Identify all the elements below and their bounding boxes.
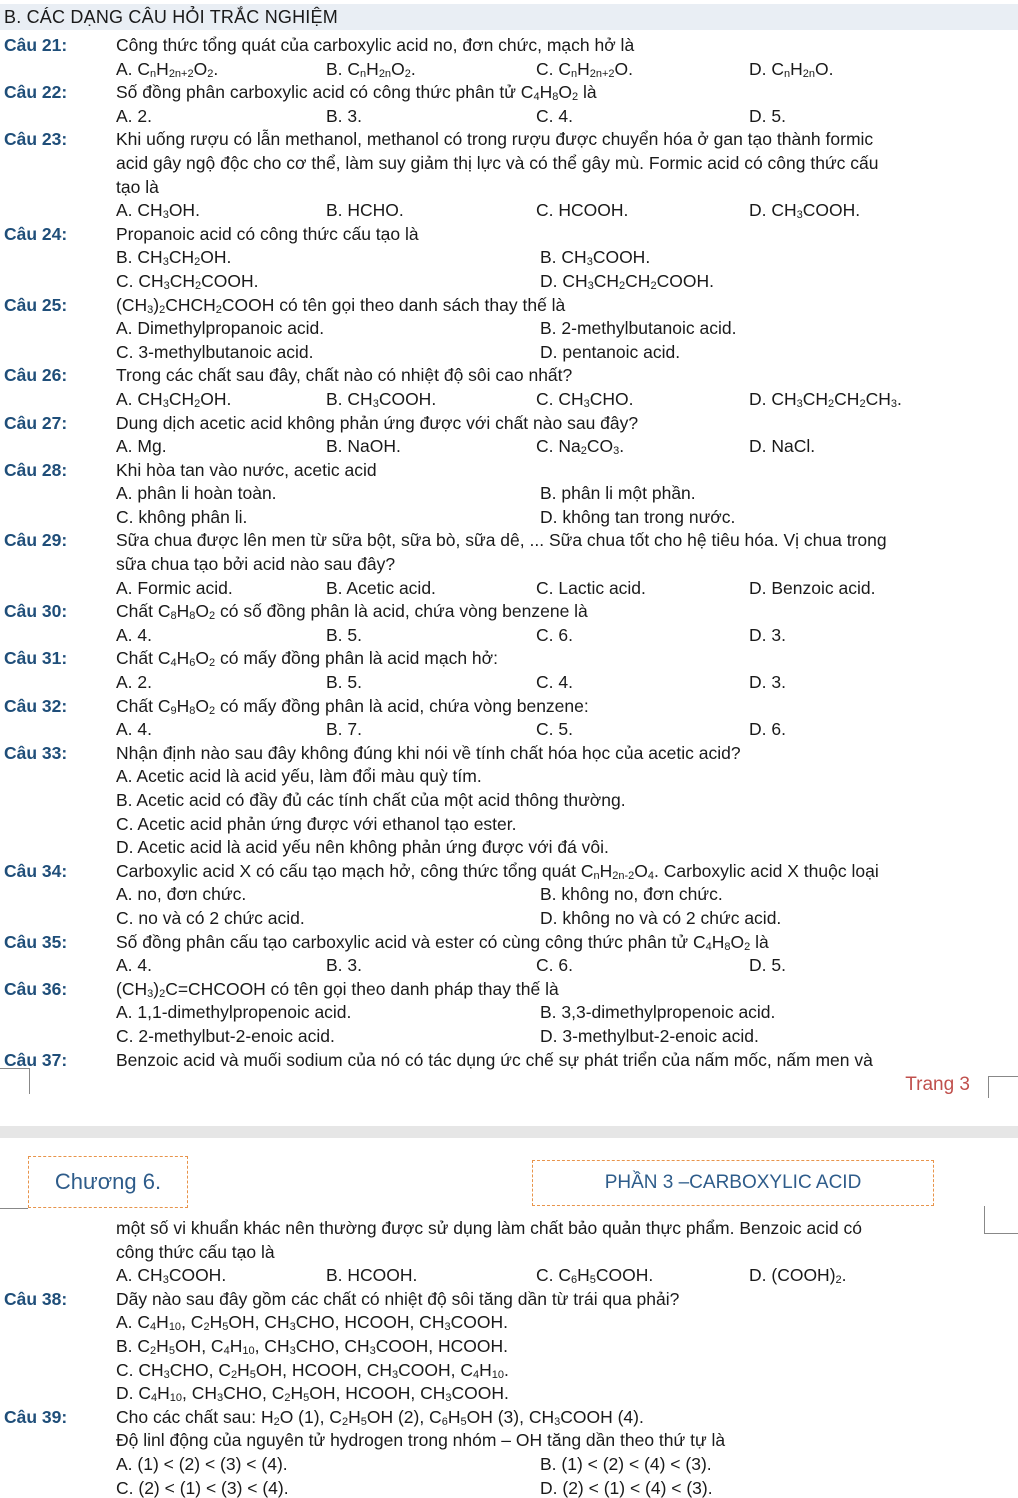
option-b: B. $C_nH_{2n}O_2$. <box>326 58 416 80</box>
option-d: D. $CH_3COOH$. <box>749 200 861 222</box>
option-a: A. $C_nH_{2n+2}O_2$. <box>116 58 219 80</box>
option-a: A. no, đơn chức. <box>116 884 247 905</box>
option-a: B. $CH_3CH_2OH$. <box>116 247 232 269</box>
question-30 <box>0 600 1018 647</box>
question-number: Câu 36: <box>4 978 68 999</box>
option-c: C. no và có 2 chức acid. <box>116 907 305 928</box>
option-d: D. Benzoic acid. <box>749 577 876 598</box>
option-b: B. Acetic acid. <box>326 577 436 598</box>
option-a: A. Dimethylpropanoic acid. <box>116 318 325 339</box>
option-c: C. 3-methylbutanoic acid. <box>116 341 314 362</box>
question-text: Chất $C_4H_6O_2$ có mấy đồng phân là acid mạch hở: <box>116 648 498 670</box>
question-22 <box>0 81 1018 128</box>
option-b: B. HCOOH. <box>326 1265 418 1286</box>
option-b: B. 7. <box>326 719 362 740</box>
footer-bracket-left <box>0 1068 30 1094</box>
question-number: Câu 25: <box>4 294 68 315</box>
question-text: $(CH_3)_2C=CHCOOH$ có tên gọi theo danh pháp thay thế là <box>116 978 559 1000</box>
option-d: D. 5. <box>749 955 786 976</box>
question-text: Nhận định nào sau đây không đúng khi nói về tính chất hóa học của acetic acid? <box>116 742 741 763</box>
option-c: C. 5. <box>536 719 573 740</box>
option-b: B. 2-methylbutanoic acid. <box>540 318 737 339</box>
option-c: C. $C_nH_{2n+2}O$. <box>536 58 634 80</box>
option-b: B. phân li một phần. <box>540 483 696 504</box>
option-d: D. $C_nH_{2n}O$. <box>749 58 834 80</box>
question-32 <box>0 695 1018 742</box>
question-number: Câu 34: <box>4 860 68 881</box>
question-text: Propanoic acid có công thức cấu tạo là <box>116 223 419 244</box>
section-title: B. CÁC DẠNG CÂU HỎI TRẮC NGHIỆM <box>4 7 338 27</box>
question-33 <box>0 742 1018 860</box>
option-b: B. 5. <box>326 672 362 693</box>
question-text-continued: acid gây ngộ độc cho cơ thể, làm suy giảm thị lực và có thể gây mù. Formic acid có công thức cấu <box>116 152 879 173</box>
question-24 <box>0 223 1018 294</box>
question-text-continued: tạo là <box>116 176 159 197</box>
option-d: D. NaCl. <box>749 436 816 457</box>
option-b: B. Acetic acid có đầy đủ các tính chất của một acid thông thường. <box>116 790 626 810</box>
question-text-continued: sữa chua tạo bởi acid nào sau đây? <box>116 554 396 575</box>
chapter-label: Chương 6. <box>28 1156 188 1208</box>
question-26 <box>0 364 1018 411</box>
header-rule-left <box>0 1208 28 1209</box>
option-b: B. 3. <box>326 955 362 976</box>
question-number: Câu 28: <box>4 459 68 480</box>
option-d: D. (2) < (1) < (4) < (3). <box>540 1477 713 1498</box>
question-text: Chất $C_8H_8O_2$ có số đồng phân là acid, chứa vòng benzene là <box>116 601 588 623</box>
question-34 <box>0 860 1018 931</box>
page-3-content <box>0 34 1018 1072</box>
question-number: Câu 22: <box>4 82 68 103</box>
question-39 <box>0 1406 1018 1498</box>
question-number: Câu 35: <box>4 931 68 952</box>
option-d: D. 5. <box>749 105 786 126</box>
question-number: Câu 24: <box>4 223 68 244</box>
question-text: $(CH_3)_2CHCH_2COOH$ có tên gọi theo danh sách thay thế là <box>116 294 566 316</box>
question-23 <box>0 128 1018 222</box>
question-number: Câu 30: <box>4 601 68 622</box>
option-d: D. không tan trong nước. <box>540 506 736 527</box>
option-b: B. $C_2H_5OH$, $C_4H_{10}$, $CH_3CHO$, $CH_3COOH$, HCOOH. <box>116 1335 508 1357</box>
page-separator <box>0 1126 1018 1138</box>
option-b: B. 3. <box>326 105 362 126</box>
option-b: B. NaOH. <box>326 436 401 457</box>
option-d: D. 3. <box>749 672 786 693</box>
option-c: C. 6. <box>536 955 573 976</box>
question-37 <box>0 1049 1018 1073</box>
option-c: C. không phân li. <box>116 506 248 527</box>
question-number: Câu 27: <box>4 412 68 433</box>
question-28 <box>0 459 1018 530</box>
option-a: A. phân li hoàn toàn. <box>116 483 277 504</box>
option-d: D. pentanoic acid. <box>540 341 681 362</box>
option-d: D. 3-methylbut-2-enoic acid. <box>540 1025 759 1046</box>
option-a: A. $CH_3COOH$. <box>116 1265 227 1287</box>
option-a: A. $CH_3CH_2OH$. <box>116 388 232 410</box>
question-25 <box>0 294 1018 365</box>
question-number: Câu 37: <box>4 1049 68 1070</box>
question-text: Dãy nào sau đây gồm các chất có nhiệt độ sôi tăng dần từ trái qua phải? <box>116 1288 680 1309</box>
question-text: Công thức tổng quát của carboxylic acid no, đơn chức, mạch hở là <box>116 35 635 55</box>
option-c: C. (2) < (1) < (3) < (4). <box>116 1477 289 1498</box>
question-text: Chất $C_9H_8O_2$ có mấy đồng phân là acid, chứa vòng benzene: <box>116 695 589 717</box>
question-text-continued: một số vi khuẩn khác nên thường được sử dụng làm chất bảo quản thực phẩm. Benzoic acid có <box>116 1218 862 1238</box>
question-text: Carboxylic acid X có cấu tạo mạch hở, công thức tổng quát $C_nH_{2n-2}O_4$. Carboxylic acid X thuộc loại <box>116 860 879 882</box>
option-a: A. Acetic acid là acid yếu, làm đổi màu quỳ tím. <box>116 766 482 787</box>
question-21 <box>0 34 1018 81</box>
option-c: C. $C_6H_5COOH$. <box>536 1265 654 1287</box>
option-c: C. Acetic acid phản ứng được với ethanol tạo ester. <box>116 813 517 834</box>
option-a: A. (1) < (2) < (3) < (4). <box>116 1453 288 1474</box>
question-36 <box>0 978 1018 1049</box>
question-number: Câu 29: <box>4 530 68 551</box>
option-d: D. Acetic acid là acid yếu nên không phản ứng được với đá vôi. <box>116 837 609 858</box>
option-c: C. $CH_3CHO$, $C_2H_5OH$, HCOOH, $CH_3COOH$, $C_4H_{10}$. <box>116 1359 509 1381</box>
question-text: Khi uống rượu có lẫn methanol, methanol có trong rượu được chuyển hóa ở gan tạo thành formic <box>116 129 874 150</box>
option-c: C. 6. <box>536 624 573 645</box>
question-number: Câu 26: <box>4 365 68 386</box>
option-c: C. 2-methylbut-2-enoic acid. <box>116 1025 335 1046</box>
option-b: B. $CH_3COOH$. <box>540 247 651 269</box>
option-a: A. 4. <box>116 955 152 976</box>
question-text: Cho các chất sau: $H_2O$ (1), $C_2H_5OH$ (2), $C_6H_5OH$ (3), $CH_3COOH$ (4). <box>116 1406 644 1428</box>
option-b: B. $CH_3COOH$. <box>326 388 437 410</box>
option-a: A. 2. <box>116 672 152 693</box>
option-a: A. Mg. <box>116 436 167 457</box>
question-text: Số đồng phân carboxylic acid có công thức phân tử $C_4H_8O_2$ là <box>116 82 597 104</box>
option-d: D. $C_4H_{10}$, $CH_3CHO$, $C_2H_5OH$, HCOOH, $CH_3COOH$. <box>116 1383 509 1405</box>
option-a: A. Formic acid. <box>116 577 233 598</box>
question-text: Số đồng phân cấu tạo carboxylic acid và ester có cùng công thức phân tử $C_4H_8O_2$ là <box>116 931 769 953</box>
question-text-continued: Độ linl động của nguyên tử hydrogen trong nhóm – OH tăng dần theo thứ tự là <box>116 1430 726 1451</box>
footer-bracket-right <box>988 1076 1018 1098</box>
option-b: B. 5. <box>326 624 362 645</box>
question-number: Câu 38: <box>4 1288 68 1309</box>
question-text: Khi hòa tan vào nước, acetic acid <box>116 459 377 480</box>
option-c: C. Lactic acid. <box>536 577 646 598</box>
option-a: A. $C_4H_{10}$, $C_2H_5OH$, $CH_3CHO$, HCOOH, $CH_3COOH$. <box>116 1312 508 1334</box>
question-27 <box>0 412 1018 459</box>
question-number: Câu 21: <box>4 35 68 55</box>
page-number: Trang 3 <box>905 1074 970 1095</box>
option-b: B. không no, đơn chức. <box>540 884 723 905</box>
option-b: B. (1) < (2) < (4) < (3). <box>540 1453 712 1474</box>
option-a: A. 4. <box>116 719 152 740</box>
option-b: B. HCHO. <box>326 200 404 221</box>
question-29 <box>0 529 1018 600</box>
option-d: D. $CH_3CH_2CH_2CH_3$. <box>749 388 902 410</box>
question-number: Câu 32: <box>4 695 68 716</box>
question-number: Câu 39: <box>4 1406 68 1427</box>
question-number: Câu 33: <box>4 742 68 763</box>
question-37-continued <box>0 1217 1018 1288</box>
question-35 <box>0 931 1018 978</box>
question-number: Câu 31: <box>4 648 68 669</box>
option-d: D. không no và có 2 chức acid. <box>540 907 782 928</box>
option-d: D. 6. <box>749 719 786 740</box>
option-c: C. $CH_3CH_2COOH$. <box>116 270 259 292</box>
option-a: A. $CH_3OH$. <box>116 200 200 222</box>
option-d: D. 3. <box>749 624 786 645</box>
option-c: C. $CH_3CHO$. <box>536 388 634 410</box>
option-a: A. 1,1-dimethylpropenoic acid. <box>116 1002 352 1023</box>
part-title: PHẦN 3 –CARBOXYLIC ACID <box>532 1160 934 1206</box>
option-c: C. 4. <box>536 672 573 693</box>
question-text: Dung dịch acetic acid không phản ứng được với chất nào sau đây? <box>116 412 639 433</box>
option-d: D. $(COOH)_2$. <box>749 1265 847 1287</box>
question-text-continued: công thức cấu tạo là <box>116 1241 275 1262</box>
question-number: Câu 23: <box>4 129 68 150</box>
question-text: Trong các chất sau đây, chất nào có nhiệt độ sôi cao nhất? <box>116 365 573 386</box>
option-c: C. $Na_2CO_3$. <box>536 436 625 458</box>
option-c: C. 4. <box>536 105 573 126</box>
option-b: B. 3,3-dimethylpropenoic acid. <box>540 1002 776 1023</box>
question-text: Sữa chua được lên men từ sữa bột, sữa bò, sữa dê, ... Sữa chua tốt cho hệ tiêu hóa. Vị chua trong <box>116 530 887 551</box>
option-d: D. $CH_3CH_2CH_2COOH$. <box>540 270 714 292</box>
option-a: A. 2. <box>116 105 152 126</box>
question-38 <box>0 1288 1018 1406</box>
question-text: Benzoic acid và muối sodium của nó có tác dụng ức chế sự phát triển của nấm mốc, nấm men và <box>116 1049 873 1070</box>
page-4-content <box>0 1217 1018 1498</box>
option-a: A. 4. <box>116 624 152 645</box>
question-31 <box>0 647 1018 694</box>
option-c: C. HCOOH. <box>536 200 629 221</box>
